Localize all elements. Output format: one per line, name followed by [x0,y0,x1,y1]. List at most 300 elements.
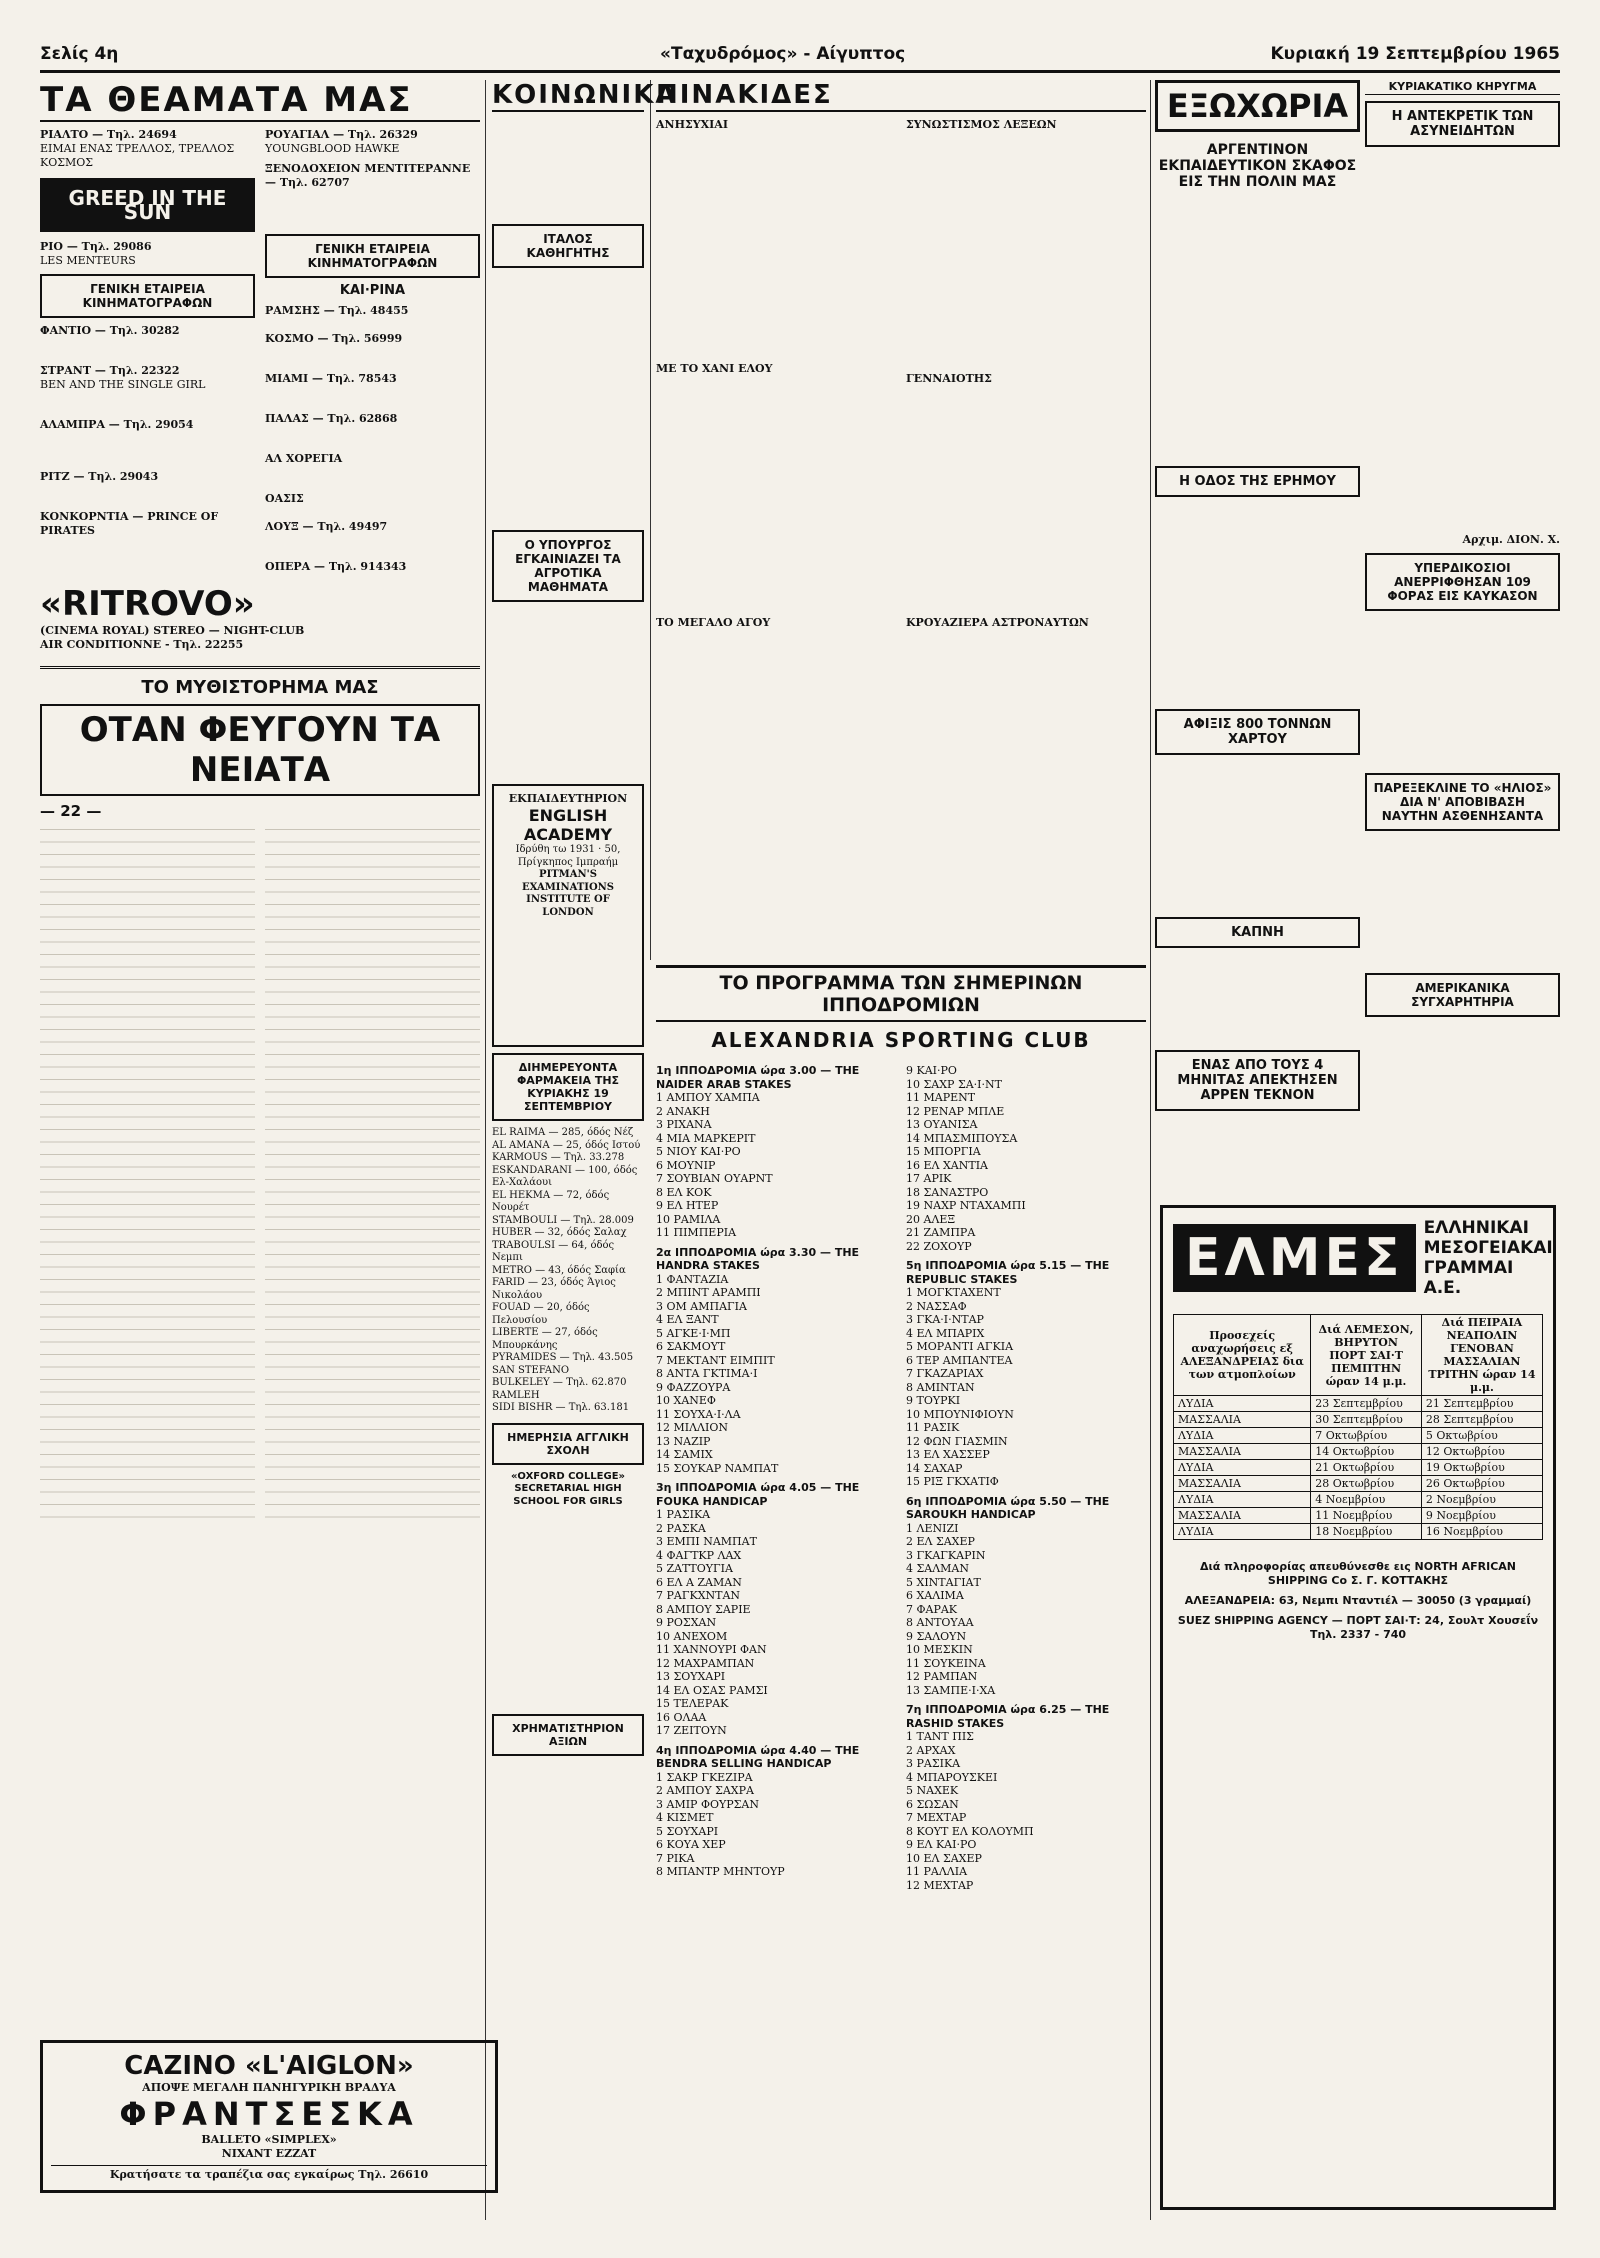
novel-title: ΟΤΑΝ ΦΕΥΓΟΥΝ ΤΑ ΝΕΙΑΤΑ [40,704,480,796]
race-horse: 11 ΧΑΝΝΟΥΡΙ ΦΑΝ [656,1643,767,1656]
notes-col-right [906,118,1146,830]
race-horse: 13 ΕΛ ΧΑΣΣΕΡ [906,1448,990,1461]
theatres-right-list [265,128,480,574]
race-horse: 11 ΣΟΥΧΑ·Ι·ΛΑ [656,1407,741,1421]
pharmacy-entry: AL AMANA — 25, όδός Ιστού [492,1139,641,1151]
race-horse: 4 ΜΙΑ ΜΑΡΚΕΡΙΤ [656,1131,756,1145]
novel-text [265,820,480,1520]
race-horse: 10 ΡΑΜΙΛΑ [656,1212,721,1226]
race-horse: 3 ΓΚΑ·Ι·ΝΤΑΡ [906,1313,984,1326]
pharmacy-entry: SAN STEFANO [492,1364,570,1376]
filler-text [656,630,896,830]
race-horse: 22 ΖΟΧΟΥΡ [906,1239,972,1253]
aiglon-star: ΦΡΑΝΤΣΕΣΚΑ [119,2095,419,2133]
race-horse: 9 ΕΛ ΚΑΙ·ΡΟ [906,1838,977,1851]
novel-section [40,666,480,1520]
race-horse: 6 ΕΛ Α ΖΑΜΑΝ [656,1575,742,1589]
race-horse: 14 ΕΛ ΟΣΑΣ ΡΑΜΣΙ [656,1683,768,1697]
race-heading: 5η ΙΠΠΟΔΡΟΜΙΑ ώρα 5.15 — THE REPUBLIC STAKES [906,1259,1110,1286]
race-horse: 12 ΜΙΛΛΙΟΝ [656,1421,728,1434]
filler-text [906,132,1146,372]
sunday-column [1365,80,1560,1200]
schedule-row [1174,1524,1543,1540]
filler-text [1365,1023,1560,1143]
listing: ΑΛΑΜΠΡΑ — Τηλ. 29054 [40,418,194,431]
schedule-cell: 12 Οκτωβρίου [1421,1444,1542,1460]
filler-text [1365,837,1560,967]
listing: ΜΙΑΜΙ — Τηλ. 78543 [265,372,397,385]
race-horse: 11 ΠΙΜΠΕΡΙΑ [656,1226,737,1239]
race-horse: 3 ΑΜΙΡ ΦΟΥΡΣΑΝ [656,1797,759,1811]
theatres-left-list [40,128,255,574]
filler-text [265,190,480,228]
race-horse: 4 ΣΑΛΜΑΝ [906,1562,969,1575]
filler-text [40,338,255,364]
elmes-logo: ΕΛΜΕΣ [1173,1224,1416,1292]
races-section [656,965,1146,2220]
schedule-cell: ΜΑΣΣΑΛΙΑ [1174,1508,1311,1524]
race-horse: 7 ΡΑΓΚΧΝΤΑΝ [656,1589,741,1602]
listing: LES MENTEURS [40,254,136,267]
race-horse: 2 ΝΑΣΣΑΦ [906,1299,967,1313]
race-horse: 8 ΕΛ ΚΟΚ [656,1185,712,1199]
elmes-footer: Διά πληροφορίας απευθύνεσθε εις NORTH AFRICAN SHIPPING Co Σ. Γ. ΚΟΤΤΑΚΗΣ [1199,1560,1517,1587]
race-horse: 5 ΜΟΡΑΝΤΙ ΑΓΚΙΑ [906,1340,1014,1353]
filler-text [906,386,1146,616]
schedule-cell: ΜΑΣΣΑΛΙΑ [1174,1476,1311,1492]
novel-episode: — 22 — [40,802,102,820]
pharmacy-entry: EL RAIMA — 285, όδός Νέζ [492,1127,634,1138]
schedule-row [1174,1444,1543,1460]
race-horse: 9 ΡΟΣΧΑΝ [656,1616,717,1629]
filler-text [40,432,255,470]
race-horse: 6 ΧΑΛΙΜΑ [906,1589,964,1602]
schedule-cell: ΜΑΣΣΑΛΙΑ [1174,1412,1311,1428]
filler-text [265,386,480,412]
race-horse: 11 ΡΑΛΛΙΑ [906,1865,968,1878]
race-horse: 2 ΑΡΧΑΧ [906,1743,956,1757]
listing: ΟΑΣΙΣ [265,492,304,505]
listing: ΡΙΑΛΤΟ — Τηλ. 24694 [40,128,177,141]
pharmacy-entry: ESKANDARANI — 100, όδός Ελ-Χαλάουι [492,1164,638,1188]
filler-text [265,466,480,492]
race-horse: 10 ΣΑΧΡ ΣΑ·Ι·ΝΤ [906,1077,1002,1091]
pharmacy-entry: BULKELEY — Τηλ. 62.870 [492,1377,627,1388]
column-rule [485,80,486,2220]
filler-text [265,318,480,332]
listing: ΛΟΥΞ — Τηλ. 49497 [265,520,388,533]
race-horse: 2 ΑΝΑΚΗ [656,1104,710,1118]
race-horse: 13 ΟΥΑΝΙΣΑ [906,1118,978,1131]
oxford-college: «OXFORD COLLEGE» SECRETARIAL HIGH SCHOOL FOR GIRLS [510,1470,626,1507]
listing: ΞΕΝΟΔΟΧΕΙΟΝ ΜΕΝΤΙΤΕΡΑΝΝΕ — Τηλ. 62707 [265,162,471,189]
schedule-cell: ΛΥΔΙΑ [1174,1460,1311,1476]
listing: PITZ — Τηλ. 29043 [40,470,159,483]
pharmacy-entry: LIBERTE — 27, όδός Μπουρκάνης [492,1327,598,1351]
listing: ΕΙΜΑΙ ΕΝΑΣ ΤΡΕΛΛΟΣ, ΤΡΕΛΛΟΣ ΚΟΣΜΟΣ [40,142,235,169]
elmes-footer: SUEZ SHIPPING AGENCY — ΠΟΡΤ ΣΑΙ·Τ: 24, Σουλτ Χουσεΐν Τηλ. 2337 - 740 [1177,1614,1539,1641]
filler-text [492,118,644,218]
aiglon-ad [40,2040,498,2193]
schedule-row [1174,1412,1543,1428]
schedule-cell: ΜΑΣΣΑΛΙΑ [1174,1444,1311,1460]
race-horse: 8 ΚΟΥΤ ΕΛ ΚΟΛΟΥΜΠ [906,1824,1034,1838]
schedule-cell: 4 Νοεμβρίου [1311,1492,1422,1508]
race-horse: 2 ΡΑΣΚΑ [656,1521,706,1535]
twins-headline: ΕΝΑΣ ΑΠΟ ΤΟΥΣ 4 ΜΗΝΙΤΑΣ ΑΠΕΚΤΗΣΕΝ ΑΡΡΕΝ ΤΕΚΝΟΝ [1155,1050,1360,1111]
race-horse: 2 ΜΠΙΝΤ ΑΡΑΜΠΙ [656,1286,761,1299]
ritrovo-ad [40,584,480,652]
race-horse: 15 ΤΕΛΕΡΑΚ [656,1697,729,1710]
listing: ΚΟΣΜΟ — Τηλ. 56999 [265,332,403,345]
race-horse: 6 ΜΟΥΝΙΡ [656,1158,716,1172]
filler-text [265,506,480,520]
sunday-kicker: ΚΥΡΙΑΚΑΤΙΚΟ ΚΗΡΥΓΜΑ [1365,80,1560,95]
abroad-column [1155,80,1360,1200]
elmes-footer: ΑΛΕΞΑΝΔΡΕΙΑ: 63, Νεμπι Νταντιέλ — 30050 (3 γραμμαί) [1184,1594,1532,1607]
pharmacy-entry: FOUAD — 20, όδός Πελουσίου [492,1302,590,1326]
filler-text [265,534,480,560]
english-school-headline: ΗΜΕΡΗΣΙΑ ΑΓΓΛΙΚΗ ΣΧΟΛΗ [492,1423,644,1465]
listing: ΡΑΜΣΗΣ — Τηλ. 48455 [265,304,409,317]
smoke-headline: ΚΑΠΝΗ [1155,917,1360,948]
race-horse: 5 ΑΓΚΕ·Ι·ΜΠ [656,1326,731,1340]
schedule-cell: 21 Οκτωβρίου [1311,1460,1422,1476]
race-horse: 11 ΡΑΣΙΚ [906,1421,960,1434]
note-heading: ΣΥΝΩΣΤΙΣΜΟΣ ΛΕΞΕΩΝ [906,118,1057,131]
filler-text [492,274,644,524]
elmes-name: ΕΛΛΗΝΙΚΑΙ ΜΕΣΟΓΕΙΑΚΑΙ ΓΡΑΜΜΑΙ Α.Ε. [1423,1218,1553,1298]
race-horse: 10 ΧΑΝΕΦ [656,1394,716,1407]
race-horse: 6 ΣΩΣΑΝ [906,1797,959,1811]
pharmacy-entry: METRO — 43, όδός Σαφία [492,1264,626,1276]
aiglon-name: CAZINO «L'AIGLON» [124,2051,414,2081]
aiglon-dancer: NIXANT EZZAT [221,2147,317,2160]
race-horse: 1 ΣΑΚΡ ΓΚΕΖΙΡΑ [656,1770,753,1784]
race-horse: 5 ΖΑΤΤΟΥΓΙΑ [656,1562,733,1575]
elmes-schedule [1173,1314,1543,1540]
issue-date: Κυριακή 19 Σεπτεμβρίου 1965 [1270,44,1560,64]
notes-section [656,80,1146,950]
listing: ΚΑΙ·ΡΙΝΑ [339,283,406,298]
race-horse: 3 ΓΚΑΓΚΑΡΙΝ [906,1548,986,1562]
race-horse: 15 ΣΟΥΚΑΡ ΝΑΜΠΑΤ [656,1461,779,1475]
sunday-signature: Αρχιμ. ΔΙΟΝ. Χ. [1462,533,1560,546]
race-horse: 1 ΤΑΝΤ ΠΙΣ [906,1730,974,1743]
race-horse: 6 ΚΟΥΑ ΧΕΡ [656,1838,726,1851]
schedule-cell: 18 Νοεμβρίου [1311,1524,1422,1540]
page-number: Σελίς 4η [40,44,119,64]
race-horse: 8 ΑΜΙΝΤΑΝ [906,1380,975,1394]
paper-name: «Ταχυδρόμος» - Αίγυπτος [660,44,906,64]
pharmacy-entry: STAMBOULI — Τηλ. 28.009 [492,1214,634,1226]
note-heading: ΤΟ ΜΕΓΑΛΟ ΑΓΟΥ [656,616,771,629]
filler-text [1365,617,1560,767]
race-horse: 13 ΣΟΥΧΑΡΙ [656,1670,726,1683]
race-horse: 7 ΡΙΚΑ [656,1851,695,1865]
note-heading: ΓΕΝΝΑΙΟΤΗΣ [906,372,992,385]
theatres-title: ΤΑ ΘΕΑΜΑΤΑ ΜΑΣ [40,80,480,122]
race-horse: 5 ΣΟΥΧΑΡΙ [656,1824,719,1838]
listing: YOUNGBLOOD HAWKE [265,142,400,155]
schedule-cell: 14 Οκτωβρίου [1311,1444,1422,1460]
paper-headline: ΑΦΙΞΙΣ 800 ΤΟΝΝΩΝ ΧΑΡΤΟΥ [1155,709,1360,755]
race-horse: 8 ΑΝΤΑ ΓΚΤΙΜΑ·Ι [656,1367,758,1380]
pharmacy-entry: FARID — 23, όδός Άγιος Νικολάου [492,1277,616,1301]
theatres-column [40,80,480,2220]
filler-text [265,426,480,452]
pharmacy-entry: HUBER — 32, όδός Σαλαχ [492,1227,627,1238]
novel-text [40,820,255,1520]
pharmacy-entry: KARMOUS — Τηλ. 33.278 [492,1152,625,1163]
exchange-headline: ΧΡΗΜΑΤΙΣΤΗΡΙΟΝ ΑΞΙΩΝ [492,1714,644,1756]
race-horse: 16 ΕΛ ΧΑΝΤΙΑ [906,1158,988,1172]
schedule-cell: 16 Νοεμβρίου [1421,1524,1542,1540]
race-horse: 3 ΡΑΣΙΚΑ [906,1757,961,1770]
race-horse: 12 ΦΩΝ ΓΙΑΣΜΙΝ [906,1434,1008,1448]
race-horse: 9 ΦΑΖΖΟΥΡΑ [656,1380,731,1394]
race-horse: 1 ΑΜΠΟΥ ΧΑΜΠΑ [656,1091,760,1104]
schedule-cell: 28 Οκτωβρίου [1311,1476,1422,1492]
filler-text [492,608,644,778]
race-horse: 17 ΑΡΙΚ [906,1172,952,1185]
race-horse: 20 ΑΛΕΞ [906,1212,956,1226]
pharmacy-entry: PYRAMIDES — Τηλ. 43.505 [492,1352,634,1363]
schedule-row [1174,1428,1543,1444]
filler-text [1155,503,1360,703]
race-horse: 16 ΟΛΑΑ [656,1710,707,1724]
schedule-cell: 9 Νοεμβρίου [1421,1508,1542,1524]
race-horse: 1 ΦΑΝΤΑΖΙΑ [656,1272,729,1286]
schedule-cell: 2 Νοεμβρίου [1421,1492,1542,1508]
race-horse: 13 ΝΑΖΙΡ [656,1434,711,1448]
filler-text [1155,200,1360,460]
listing: ΣΤΡΑΝΤ — Τηλ. 22322 [40,364,180,377]
schedule-cell: ΛΥΔΙΑ [1174,1524,1311,1540]
filler-text [492,1508,644,1708]
column-rule [650,80,651,960]
race-horse: 14 ΣΑΧΑΡ [906,1461,963,1475]
schedule-cell: ΛΥΔΙΑ [1174,1492,1311,1508]
filler-text [656,132,896,362]
listing: ΟΠΕΡΑ — Τηλ. 914343 [265,560,407,573]
pharmacy-entry: TRABOULSI — 64, όδός Νεμπι [492,1239,615,1263]
race-horse: 5 ΝΑΧΕΚ [906,1784,959,1797]
race-horse: 6 ΤΕΡ ΑΜΠΑΝΤΕΑ [906,1353,1013,1367]
race-horse: 10 ΑΝΕΧΟΜ [656,1629,728,1643]
race-horse: 9 ΤΟΥΡΚΙ [906,1394,961,1407]
race-horse: 1 ΛΕΝΙΖΙ [906,1521,959,1535]
pharmacy-entry: RAMLEH [492,1389,540,1401]
race-horse: 1 ΡΑΣΙΚΑ [656,1508,711,1521]
race-horse: 3 ΕΜΠΙ ΝΑΜΠΑΤ [656,1535,757,1548]
race-horse: 2 ΑΜΠΟΥ ΣΑΧΡΑ [656,1784,754,1797]
schedule-row [1174,1492,1543,1508]
schedule-cell: 23 Σεπτεμβρίου [1311,1396,1422,1412]
schedule-cell: 11 Νοεμβρίου [1311,1508,1422,1524]
race-horse: 12 ΜΑΧΡΑΜΠΑΝ [656,1656,755,1670]
filler-text [1365,153,1560,533]
race-horse: 10 ΜΠΟΥΝΙΦΙΟΥΝ [906,1407,1014,1421]
race-heading: 7η ΙΠΠΟΔΡΟΜΙΑ ώρα 6.25 — THE RASHID STAKES [906,1703,1110,1730]
aiglon-reserve: Κρατήσατε τα τραπέζια σας εγκαίρως Τηλ. 26610 [51,2165,487,2182]
ship-headline: ΑΡΓΕΝΤΙΝΟΝ ΕΚΠΑΙΔΕΥΤΙΚΟΝ ΣΚΑΦΟΣ ΕΙΣ ΤΗΝ ΠΟΛΙΝ ΜΑΣ [1158,142,1357,190]
races-col-right [906,1058,1146,1892]
listing: ΓΕΝΙΚΗ ΕΤΑΙΡΕΙΑ ΚΙΝΗΜΑΤΟΓΡΑΦΩΝ [265,234,480,278]
race-horse: 9 ΚΑΙ·ΡΟ [906,1064,957,1077]
race-horse: 19 ΝΑΧΡ ΝΤΑΧΑΜΠΙ [906,1199,1026,1212]
race-horse: 4 ΕΛ ΜΠΑΡΙΧ [906,1326,985,1340]
schedule-cell: 21 Σεπτεμβρίου [1421,1396,1542,1412]
race-horse: 15 ΡΙΞ ΓΚΧΑΤΙΦ [906,1475,999,1488]
ritrovo-name: «RITROVO» [40,584,255,624]
race-horse: 4 ΚΙΣΜΕΤ [656,1811,714,1824]
race-horse: 9 ΕΛ ΗΤΕΡ [656,1199,719,1212]
note-heading: ΜΕ ΤΟ ΧΑΝΙ ΕΛΟΥ [656,362,773,375]
listing: ΡΟΥΑΓΙΑΛ — Τηλ. 26329 [265,128,418,141]
race-horse: 7 ΜΕΚΤΑΝΤ ΕΙΜΠΙΤ [656,1353,775,1367]
listing: ΚΟΝΚΟΡΝΤΙΑ — PRINCE OF PIRATES [40,510,219,537]
note-heading: ΑΝΗΣΥΧΙΑΙ [656,118,728,131]
agri-headline: Ο ΥΠΟΥΡΓΟΣ ΕΓΚΑΙΝΙΑΖΕΙ ΤΑ ΑΓΡΟΤΙΚΑ ΜΑΘΗΜΑΤΑ [492,530,644,602]
academy-note: PITMAN'S EXAMINATIONS INSTITUTE OF LONDON [521,869,615,918]
race-horse: 4 ΦΑΓΤΚΡ ΛΑΧ [656,1548,742,1562]
academy-addr: Ιδρύθη τω 1931 · 50, Πρίγκηπος Ιμπραήμ [515,844,621,868]
race-horse: 5 ΧΙΝΤΑΓΙΑΤ [906,1575,981,1589]
greed-in-the-sun-ad: GREED IN THE SUN [40,178,255,232]
pharmacies-headline: ΔΙΗΜΕΡΕΥΟΝΤΑ ΦΑΡΜΑΚΕΙΑ ΤΗΣ ΚΥΡΙΑΚΗΣ 19 ΣΕΠΤΕΜΒΡΙΟΥ [492,1053,644,1121]
schedule-row [1174,1460,1543,1476]
race-horse: 7 ΦΑΡΑΚ [906,1602,958,1616]
schedule-cell: 28 Σεπτεμβρίου [1421,1412,1542,1428]
schedule-cell: 30 Σεπτεμβρίου [1311,1412,1422,1428]
race-horse: 5 ΝΙΟΥ ΚΑΙ·ΡΟ [656,1145,741,1158]
race-heading: 2α ΙΠΠΟΔΡΟΜΙΑ ώρα 3.30 — THE HANDRA STAKES [656,1245,860,1272]
sunday-title: Η ΑΝΤΕΚΡΕΤΙΚ ΤΩΝ ΑΣΥΝΕΙΔΗΤΩΝ [1365,101,1560,147]
race-horse: 8 ΑΜΠΟΥ ΣΑΡΙΕ [656,1602,751,1616]
pharmacy-list [492,1127,644,1415]
hermes-headline: ΠΑΡΕΞΕΚΛΙΝΕ ΤΟ «ΗΛΙΟΣ» ΔΙΑ Ν' ΑΠΟΒΙΒΑΣΗ ΝΑΥΤΗΝ ΑΣΘΕΝΗΣΑΝΤΑ [1365,773,1560,831]
listing: ΠΑΛΑΣ — Τηλ. 62868 [265,412,398,425]
race-horse: 12 ΡΕΝΑΡ ΜΠΛΕ [906,1104,1005,1118]
race-horse: 4 ΕΛ ΞΑΝΤ [656,1313,719,1326]
race-horse: 13 ΣΑΜΠΕ·Ι·ΧΑ [906,1683,996,1697]
listing: ΓΕΝΙΚΗ ΕΤΑΙΡΕΙΑ ΚΙΝΗΜΑΤΟΓΡΑΦΩΝ [40,274,255,318]
elmes-ad [1160,1205,1556,2210]
race-horse: 7 ΜΕΧΤΑΡ [906,1811,967,1824]
filler-text [265,346,480,372]
race-horse: 14 ΜΠΑΣΜΙΠΟΥΣΑ [906,1131,1018,1145]
academy-ad [492,784,644,1047]
filler-text [1155,954,1360,1044]
filler-text [906,630,1146,830]
filler-text [40,484,255,510]
race-horse: 8 ΜΠΑΝΤΡ ΜΗΝΤΟΥΡ [656,1865,785,1878]
column-rule [1150,80,1151,2220]
race-horse: 8 ΑΝΤΟΥΑΑ [906,1616,974,1629]
race-horse: 2 ΕΛ ΣΑΧΕΡ [906,1535,975,1548]
schedule-row [1174,1508,1543,1524]
schedule-cell: ΛΥΔΙΑ [1174,1396,1311,1412]
schedule-col-head: Διά ΠΕΙΡΑΙΑ ΝΕΑΠΟΛΙΝ ΓΕΝΟΒΑΝ ΜΑΣΣΑΛΙΑΝ ΤΡΙΤΗΝ ώραν 14 μ.μ. [1421,1315,1542,1396]
masthead [40,40,1560,73]
aiglon-ballet: BALLETO «SIMPLEX» [201,2133,337,2146]
listing: ΦΑΝΤΙΟ — Τηλ. 30282 [40,324,180,337]
race-horse: 17 ΖΕΙΤΟΥΝ [656,1724,727,1737]
race-horse: 18 ΣΑΝΑΣΤΡΟ [906,1185,989,1199]
race-horse: 12 ΜΕΧΤΑΡ [906,1878,974,1892]
filler-text [500,919,636,1039]
race-horse: 6 ΣΑΚΜΟΥΤ [656,1340,726,1353]
race-horse: 9 ΣΑΛΟΥΝ [906,1629,967,1643]
race-heading: 4η ΙΠΠΟΔΡΟΜΙΑ ώρα 4.40 — THE BENDRA SELLING HANDICAP [656,1743,860,1770]
filler-text [656,376,896,616]
races-col-left [656,1058,896,1892]
academy-kicker: ΕΚΠΑΙΔΕΥΤΗΡΙΟΝ [508,792,628,805]
race-horse: 3 ΟΜ ΑΜΠΑΓΙΑ [656,1299,747,1313]
abroad-title: ΕΞΩΧΩΡΙΑ [1155,80,1360,132]
race-horse: 14 ΣΑΜΙΧ [656,1448,713,1461]
race-heading: 1η ΙΠΠΟΔΡΟΜΙΑ ώρα 3.00 — THE NAIDER ARAB STAKES [656,1064,860,1091]
schedule-cell: 26 Οκτωβρίου [1421,1476,1542,1492]
race-horse: 4 ΜΠΑΡΟΥΣΚΕΙ [906,1770,998,1784]
academy-name: ENGLISH ACADEMY [523,806,613,844]
aiglon-line: ΑΠΟΨΕ ΜΕΓΑΛΗ ΠΑΝΗΓΥΡΙΚΗ ΒΡΑΔΥΑ [142,2081,396,2094]
schedule-row [1174,1396,1543,1412]
race-horse: 11 ΜΑΡΕΝΤ [906,1091,976,1104]
notes-col-left [656,118,896,830]
race-heading: 3η ΙΠΠΟΔΡΟΜΙΑ ώρα 4.05 — THE FOUKA HANDICAP [656,1481,860,1508]
novel-kicker: ΤΟ ΜΥΘΙΣΤΟΡΗΜΑ ΜΑΣ [141,677,379,698]
schedule-cell: ΛΥΔΙΑ [1174,1428,1311,1444]
schedule-cell: 5 Οκτωβρίου [1421,1428,1542,1444]
race-horse: 15 ΜΠΟΡΓΙΑ [906,1145,981,1158]
race-horse: 12 ΡΑΜΠΑΝ [906,1670,978,1683]
race-horse: 7 ΓΚΑΖΑΡΙΑΧ [906,1367,984,1380]
ritrovo-tel: AIR CONDITIONNE - Τηλ. 22255 [40,638,244,651]
listing: ΡΙΟ — Τηλ. 29086 [40,240,152,253]
social-title: ΚΟΙΝΩΝΙΚΑ [492,80,678,110]
race-horse: 10 ΕΛ ΣΑΧΕΡ [906,1851,982,1865]
professor-headline: ΙΤΑΛΟΣ ΚΑΘΗΓΗΤΗΣ [492,224,644,268]
schedule-col-head: Προσεχείς αναχωρήσεις εξ ΑΛΕΞΑΝΔΡΕΙΑΣ δια των ατμοπλοίων [1174,1315,1311,1396]
pharmacy-entry: EL HEKMA — 72, όδός Νουρέτ [492,1189,610,1213]
listing: ΑΛ ΧΟΡΕΓΙΑ [265,452,343,465]
listing: BEN AND THE SINGLE GIRL [40,378,206,391]
street-headline: Η ΟΔΟΣ ΤΗΣ ΕΡΗΜΟΥ [1155,466,1360,497]
race-horse: 1 ΜΟΓΚΤΑΧΕΝΤ [906,1286,1001,1299]
races-club: ALEXANDRIA SPORTING CLUB [711,1028,1091,1052]
race-horse: 11 ΣΟΥΚΕΙΝΑ [906,1656,986,1670]
filler-text [40,392,255,418]
schedule-row [1174,1476,1543,1492]
race-horse: 21 ΖΑΜΠΡΑ [906,1226,976,1239]
notes-title: ΠΙΝΑΚΙΔΕΣ [656,80,1146,112]
race-heading: 6η ΙΠΠΟΔΡΟΜΙΑ ώρα 5.50 — THE SAROUKH HANDICAP [906,1494,1110,1521]
schedule-cell: 7 Οκτωβρίου [1311,1428,1422,1444]
note-heading: ΚΡΟΥΑΖΙΕΡΑ ΑΣΤΡΟΝΑΥΤΩΝ [906,616,1089,629]
ritrovo-sub: (CINEMA ROYAL) STEREO — NIGHT-CLUB [40,624,305,637]
race-horse: 10 ΜΕΣΚΙΝ [906,1643,973,1656]
schedule-cell: 19 Οκτωβρίου [1421,1460,1542,1476]
race-horse: 7 ΣΟΥΒΙΑΝ ΟΥΑΡΝΤ [656,1172,773,1185]
pharmacy-entry: SIDI BISHR — Τηλ. 63.181 [492,1402,630,1413]
filler-text [1155,761,1360,911]
earthquake-headline: ΥΠΕΡΔΙΚΟΣΙΟΙ ΑΝΕΡΡΙΦΘΗΣΑΝ 109 ΦΟΡΑΣ ΕΙΣ ΚΑΥΚΑΣΟΝ [1365,553,1560,611]
america-headline: ΑΜΕΡΙΚΑΝΙΚΑ ΣΥΓΧΑΡΗΤΗΡΙΑ [1365,973,1560,1017]
races-title: ΤΟ ΠΡΟΓΡΑΜΜΑ ΤΩΝ ΣΗΜΕΡΙΝΩΝ ΙΠΠΟΔΡΟΜΙΩΝ [656,965,1146,1022]
schedule-col-head: Διά ΛΕΜΕΣΟΝ, ΒΗΡΥΤΟΝ ΠΟΡΤ ΣΑΙ·Τ ΠΕΜΠΤΗΝ ώραν 14 μ.μ. [1311,1315,1422,1396]
